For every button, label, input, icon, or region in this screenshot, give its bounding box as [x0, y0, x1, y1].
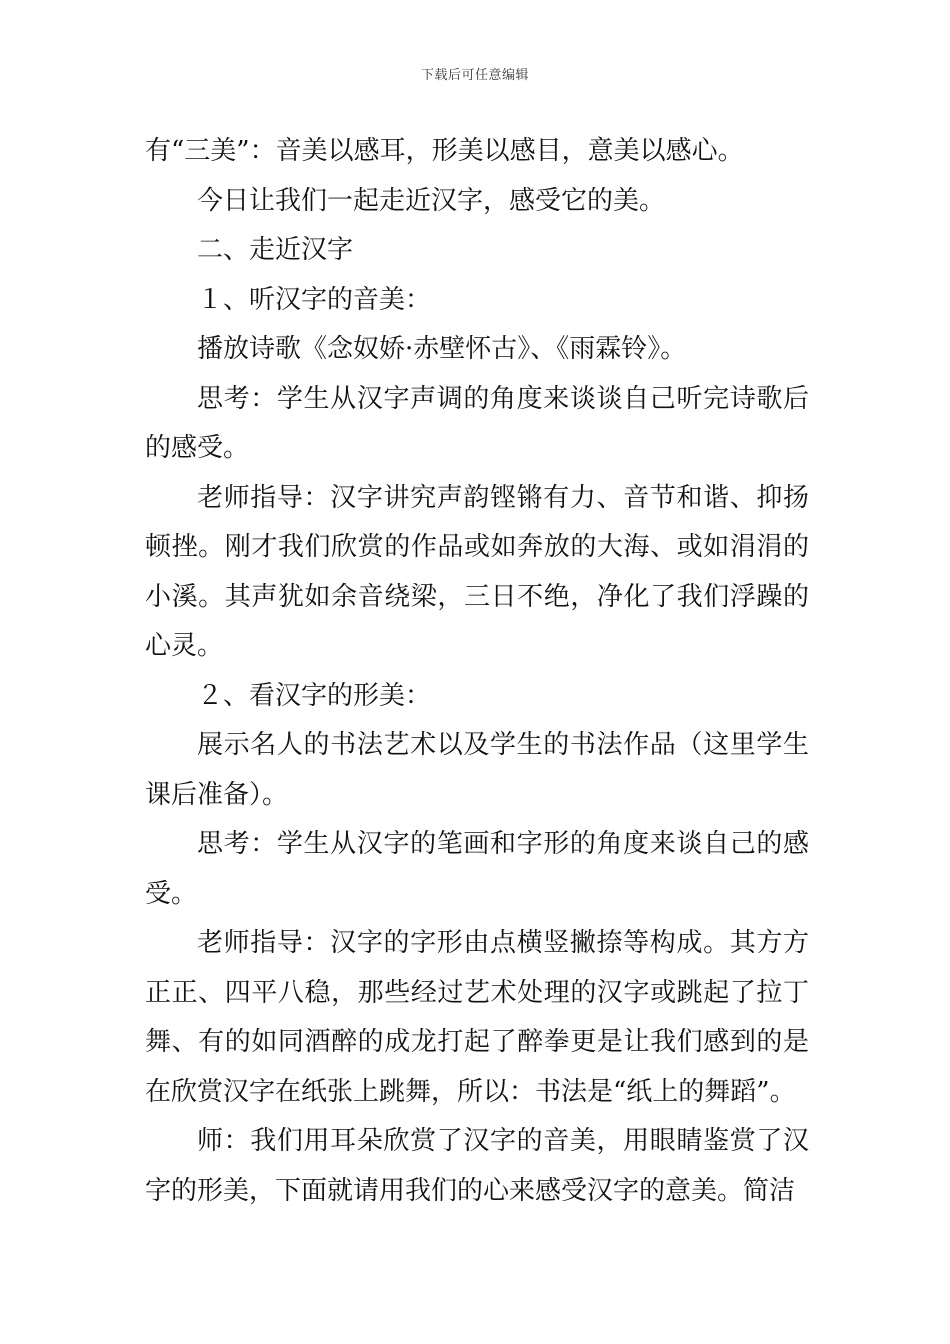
- subsection-heading: ２、看汉字的形美：: [197, 680, 432, 711]
- paragraph-continued: 有“三美”：音美以感耳，形美以感目，意美以感心。: [145, 136, 744, 166]
- paragraph: 播放诗歌《念奴娇·赤壁怀古》、《雨霖铃》。: [197, 334, 687, 364]
- section-heading: 二、走近汉字: [197, 235, 354, 265]
- paragraph: 展示名人的书法艺术以及学生的书法作品（这里学生课后准备）。: [145, 730, 809, 810]
- paragraph: 老师指导：汉字讲究声韵铿锵有力、音节和谐、抑扬顿挫。刚才我们欣赏的作品或如奔放的大海、或如涓涓的小溪。其声犹如余音绕梁，三日不绝，净化了我们浮躁的心灵。: [145, 482, 809, 661]
- paragraph: 老师指导：汉字的字形由点横竖撇捺等构成。其方方正正、四平八稳，那些经过艺术处理的汉字或跳起了拉丁舞、有的如同酒醉的成龙打起了醉拳更是让我们感到的是在欣赏汉字在纸张上跳舞，所以：书法是“纸上的舞蹈”。: [145, 928, 809, 1107]
- document-body: [145, 127, 809, 1216]
- paragraph: 师：我们用耳朵欣赏了汉字的音美，用眼睛鉴赏了汉字的形美，下面就请用我们的心来感受汉字的意美。简洁: [145, 1126, 809, 1206]
- paragraph: 思考：学生从汉字的笔画和字形的角度来谈自己的感受。: [145, 829, 809, 909]
- subsection-heading: １、听汉字的音美：: [197, 284, 432, 315]
- paragraph: 今日让我们一起走近汉字，感受它的美。: [197, 185, 666, 216]
- paragraph: 思考：学生从汉字声调的角度来谈谈自己听完诗歌后的感受。: [145, 383, 809, 463]
- page-header: 下载后可任意编辑: [420, 68, 529, 83]
